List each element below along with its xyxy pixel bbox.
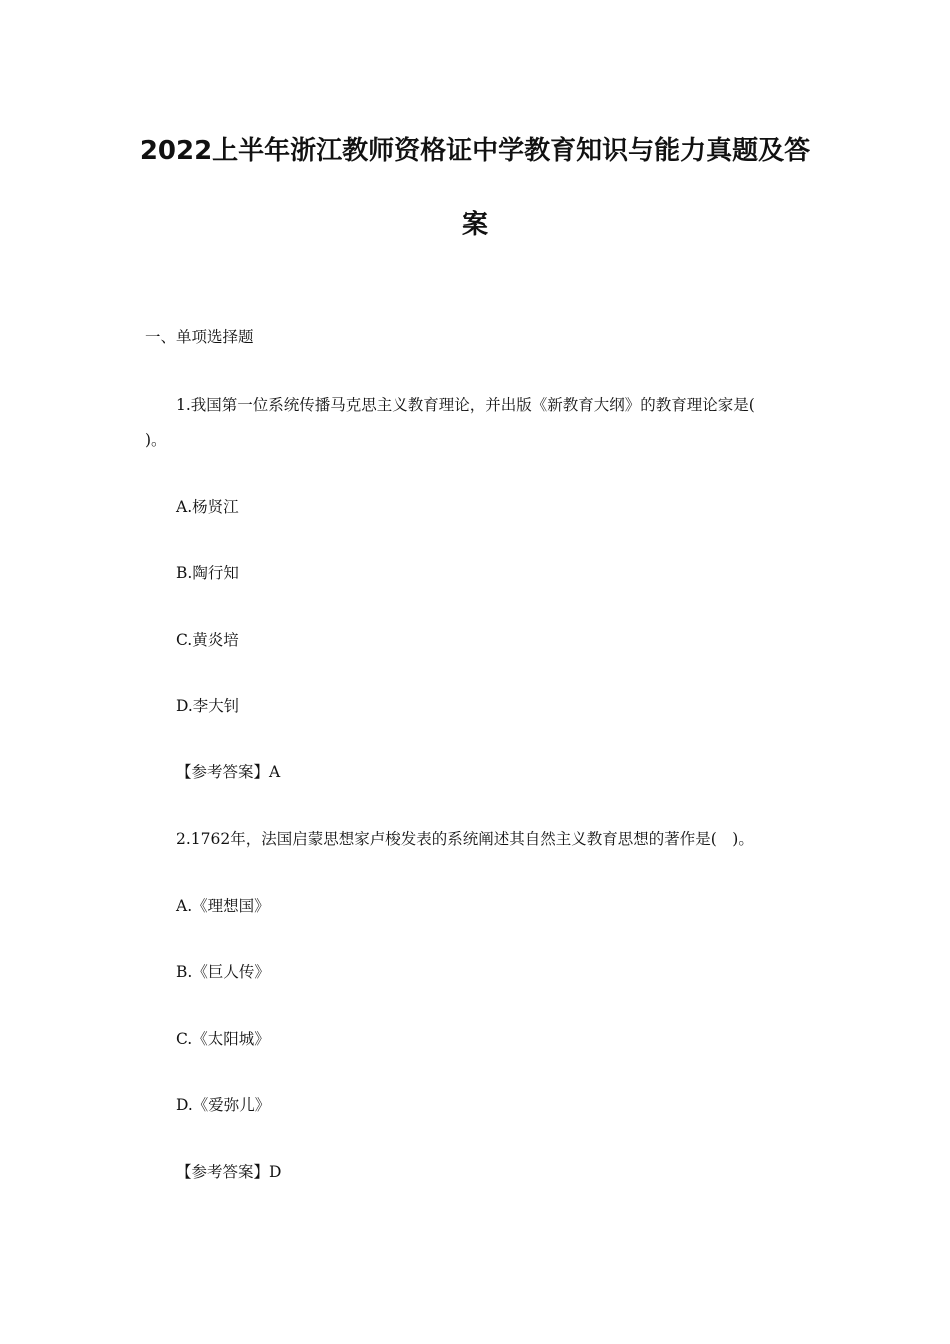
question-1-option-c: C.黄炎培 (176, 631, 239, 649)
question-1-stem: 1.我国第一位系统传播马克思主义教育理论，并出版《新教育大纲》的教育理论家是( (176, 396, 755, 414)
section-heading: 一、单项选择题 (145, 328, 254, 346)
question-2-option-b: B.《巨人传》 (176, 963, 270, 981)
question-2-option-d: D.《爱弥儿》 (176, 1096, 271, 1114)
question-2-answer: 【参考答案】D (176, 1163, 282, 1181)
question-1-option-d: D.李大钊 (176, 697, 240, 715)
document-title-line-1: 2022上半年浙江教师资格证中学教育知识与能力真题及答 (139, 136, 811, 166)
question-1-option-a: A.杨贤江 (176, 498, 239, 516)
question-1-answer: 【参考答案】A (176, 763, 281, 781)
question-1-stem-continued: )。 (145, 431, 167, 449)
question-1-option-b: B.陶行知 (176, 564, 239, 582)
question-2-option-c: C.《太阳城》 (176, 1030, 270, 1048)
question-2-option-a: A.《理想国》 (176, 897, 270, 915)
question-2-stem: 2.1762年，法国启蒙思想家卢梭发表的系统阐述其自然主义教育思想的著作是( )。 (176, 830, 754, 848)
document-title-line-2: 案 (461, 210, 488, 240)
